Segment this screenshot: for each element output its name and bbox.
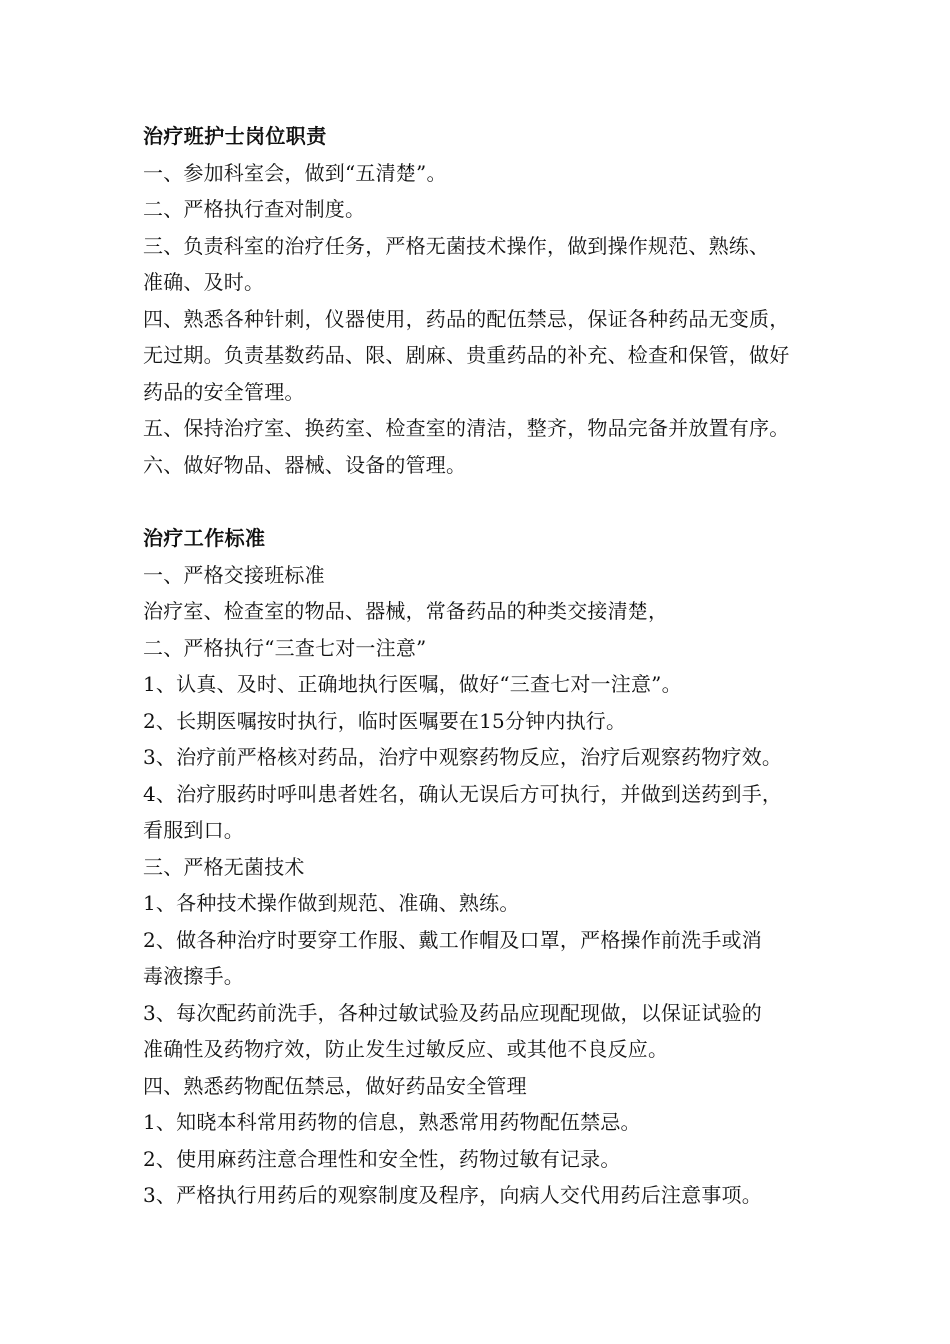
standard-line: 二、严格执行“三查七对一注意” (143, 635, 427, 660)
duty-line: 无过期。负责基数药品、限、剧麻、贵重药品的补充、检查和保管，做好 (143, 343, 790, 367)
standard-line: 毒液擦手。 (143, 964, 244, 988)
standards-section (143, 520, 823, 1214)
duty-line: 药品的安全管理。 (143, 379, 305, 404)
standard-line: 4、治疗服药时呼叫患者姓名，确认无误后方可执行，并做到送药到手， (143, 781, 783, 806)
duty-line: 二、严格执行查对制度。 (143, 197, 366, 221)
standard-line: 3、治疗前严格核对药品，治疗中观察药物反应，治疗后观察药物疗效。 (143, 745, 783, 769)
duty-line: 一、参加科室会，做到“五清楚”。 (143, 160, 447, 185)
section-title-nurse-duties: 治疗班护士岗位职责 (143, 124, 327, 148)
duty-line: 四、熟悉各种针刺，仪器使用，药品的配伍禁忌，保证各种药品无变质， (143, 306, 790, 331)
section-title-treatment-standards: 治疗工作标准 (143, 526, 266, 550)
standard-line: 2、长期医嘱按时执行，临时医嘱要在15分钟内执行。 (143, 708, 627, 733)
standard-line: 3、每次配药前洗手，各种过敏试验及药品应现配现做，以保证试验的 (143, 1000, 762, 1025)
standard-line: 一、严格交接班标准 (143, 562, 325, 587)
standard-line: 准确性及药物疗效，防止发生过敏反应、或其他不良反应。 (143, 1037, 669, 1061)
standard-line: 看服到口。 (143, 818, 244, 842)
duties-section (143, 118, 823, 483)
standard-line: 3、严格执行用药后的观察制度及程序，向病人交代用药后注意事项。 (143, 1183, 762, 1207)
standard-line: 1、知晓本科常用药物的信息，熟悉常用药物配伍禁忌。 (143, 1110, 641, 1134)
duty-line: 六、做好物品、器械、设备的管理。 (143, 452, 467, 477)
standard-line: 治疗室、检查室的物品、器械，常备药品的种类交接清楚， (143, 599, 669, 623)
standard-line: 三、严格无菌技术 (143, 854, 305, 879)
standard-line: 1、各种技术操作做到规范、准确、熟练。 (143, 891, 520, 915)
standard-line: 1、认真、及时、正确地执行医嘱，做好“三查七对一注意”。 (143, 672, 682, 696)
duty-line: 准确、及时。 (143, 270, 265, 294)
standard-line: 四、熟悉药物配伍禁忌，做好药品安全管理 (143, 1073, 527, 1098)
duty-line: 五、保持治疗室、换药室、检查室的清洁，整齐，物品完备并放置有序。 (143, 416, 790, 440)
standard-line: 2、使用麻药注意合理性和安全性，药物过敏有记录。 (143, 1146, 621, 1171)
standard-line: 2、做各种治疗时要穿工作服、戴工作帽及口罩，严格操作前洗手或消 (143, 927, 762, 952)
duty-line: 三、负责科室的治疗任务，严格无菌技术操作，做到操作规范、熟练、 (143, 233, 770, 258)
